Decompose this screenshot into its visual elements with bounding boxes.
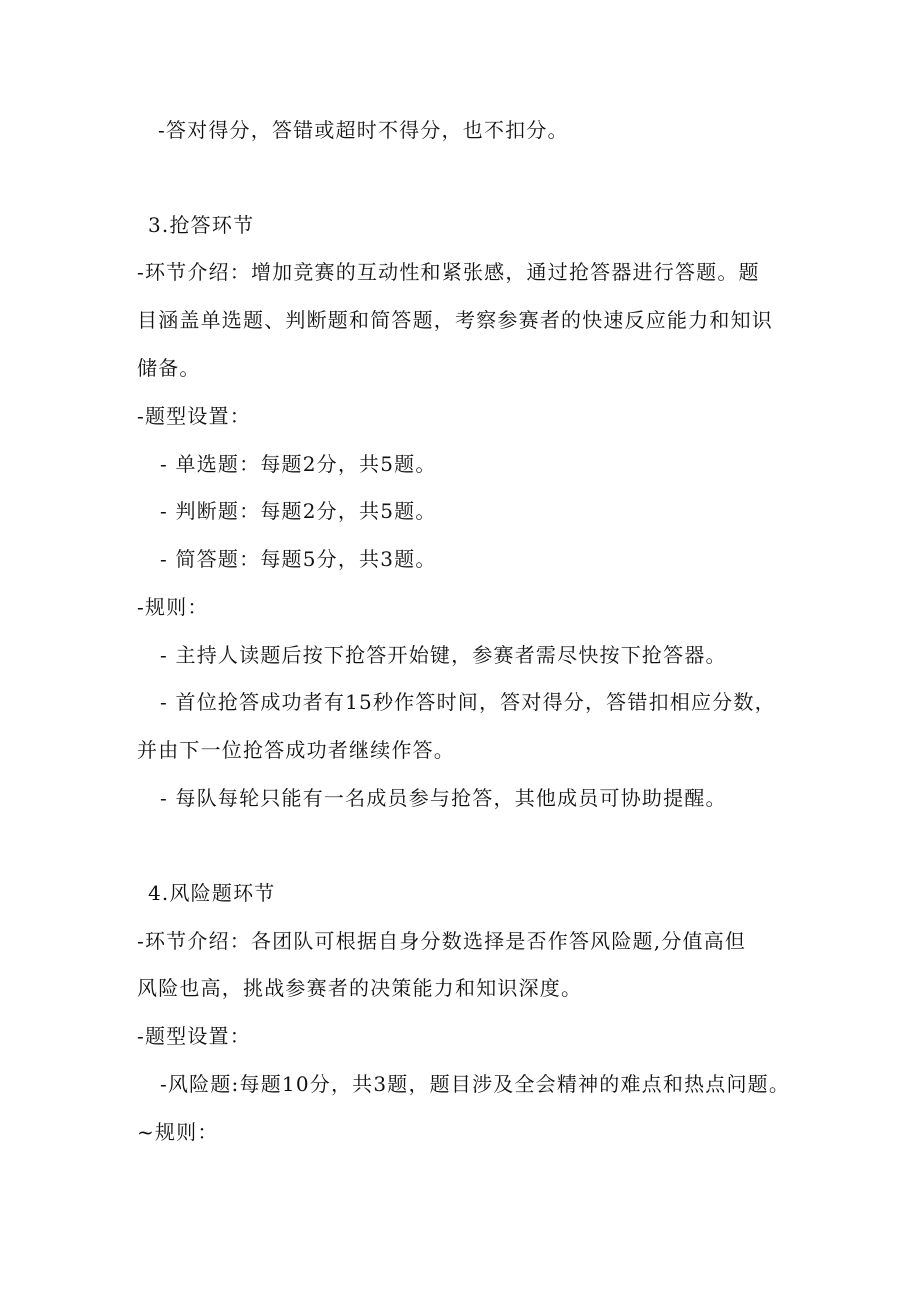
- section-intro-line: 目涵盖单选题、判断题和简答题，考察参赛者的快速反应能力和知识: [137, 308, 773, 332]
- rule-item-continuation: 并由下一位抢答成功者继续作答。: [137, 738, 455, 762]
- section-heading-risk: 4.风险题环节: [148, 881, 276, 905]
- rules-label: -规则：: [137, 595, 209, 619]
- question-type-item: -风险题:每题10分，共3题，题目涉及全会精神的难点和热点问题。: [160, 1072, 791, 1096]
- rule-item: - 每队每轮只能有一名成员参与抢答，其他成员可协助提醒。: [160, 786, 727, 810]
- question-type-item: - 简答题：每题5分，共3题。: [160, 547, 437, 571]
- section-intro-line: -环节介绍：各团队可根据自身分数选择是否作答风险题,分值高但: [137, 929, 747, 953]
- section-intro-line: 储备。: [137, 356, 201, 380]
- question-types-label: -题型设置：: [137, 404, 251, 428]
- scoring-rule-line: -答对得分，答错或超时不得分，也不扣分。: [158, 118, 569, 142]
- section-intro-line: 风险也高，挑战参赛者的决策能力和知识深度。: [137, 976, 583, 1000]
- rules-label: ~规则：: [137, 1120, 219, 1144]
- question-types-label: -题型设置：: [137, 1024, 251, 1048]
- section-heading-quick-answer: 3.抢答环节: [148, 213, 255, 237]
- section-intro-line: -环节介绍：增加竞赛的互动性和紧张感，通过抢答器进行答题。题: [137, 260, 760, 284]
- rule-item: - 主持人读题后按下抢答开始键，参赛者需尽快按下抢答器。: [160, 643, 727, 667]
- question-type-item: - 判断题：每题2分，共5题。: [160, 499, 437, 523]
- rule-item: - 首位抢答成功者有15秒作答时间，答对得分，答错扣相应分数，: [160, 690, 776, 714]
- question-type-item: - 单选题：每题2分，共5题。: [160, 452, 437, 476]
